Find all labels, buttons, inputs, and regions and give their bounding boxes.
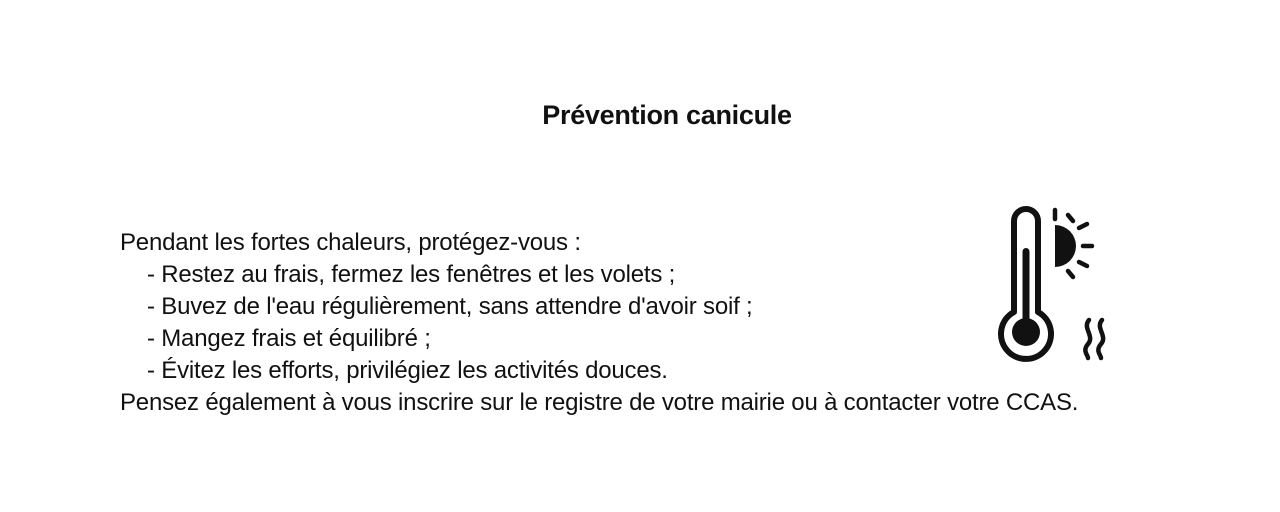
- advice-item: - Buvez de l'eau régulièrement, sans attendre d'avoir soif ;: [147, 293, 753, 320]
- advice-item: - Évitez les efforts, privilégiez les activités douces.: [147, 357, 668, 384]
- intro-text: Pendant les fortes chaleurs, protégez-vous :: [120, 229, 581, 256]
- closing-text: Pensez également à vous inscrire sur le registre de votre mairie ou à contacter votre CCAS.: [120, 389, 1079, 416]
- advice-item: - Mangez frais et équilibré ;: [147, 325, 431, 352]
- page-title: Prévention canicule: [542, 100, 792, 130]
- thermometer-sun-heat-icon: [998, 204, 1114, 364]
- notice-body: [120, 227, 1078, 419]
- advice-item: - Restez au frais, fermez les fenêtres et les volets ;: [147, 261, 676, 288]
